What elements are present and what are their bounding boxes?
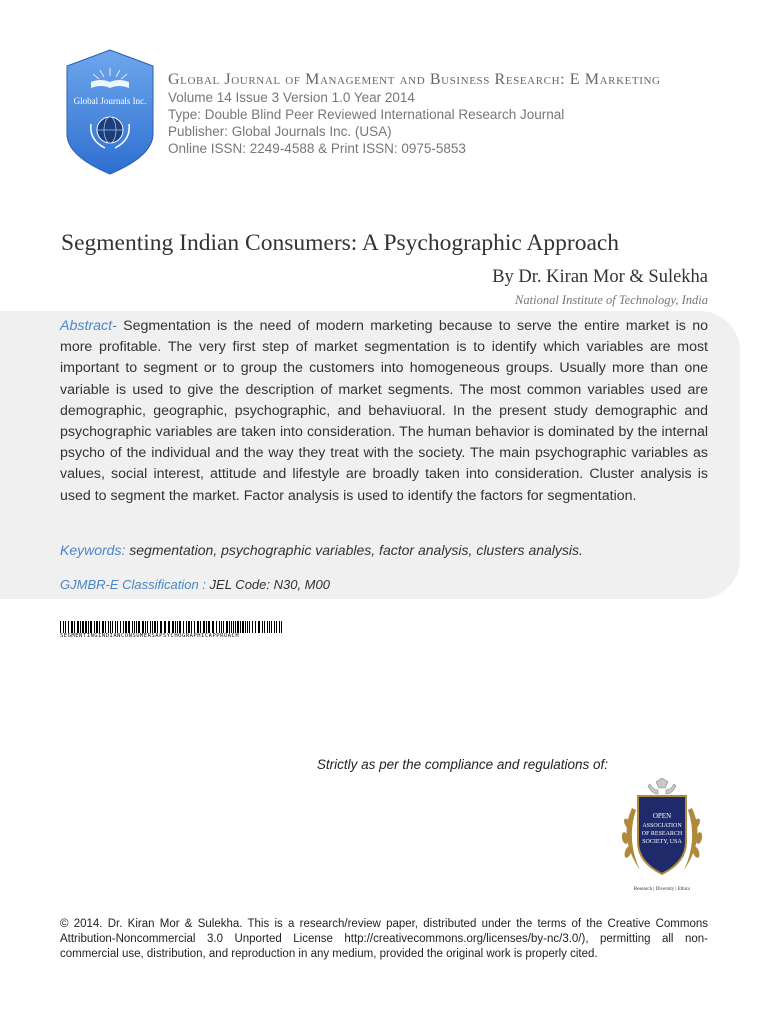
- barcode-bar: [279, 621, 280, 633]
- barcode-bar: [242, 621, 244, 633]
- barcode-bar: [264, 621, 265, 633]
- publisher-info: Publisher: Global Journals Inc. (USA): [168, 124, 392, 139]
- barcode-bar: [249, 621, 250, 633]
- keywords-label: Keywords:: [60, 542, 126, 558]
- barcode-bar: [99, 621, 100, 633]
- barcode-bar: [221, 621, 222, 633]
- barcode-bar: [154, 621, 156, 633]
- barcode-bar: [105, 621, 106, 633]
- paper-authors: By Dr. Kiran Mor & Sulekha: [492, 267, 708, 287]
- seal-line2: ASSOCIATION: [642, 823, 682, 829]
- barcode-bar: [223, 621, 224, 633]
- paper-title: Segmenting Indian Consumers: A Psychographic Approach: [61, 230, 620, 256]
- barcode-bar: [206, 621, 207, 633]
- barcode-bar: [216, 621, 217, 633]
- barcode-bar: [191, 621, 192, 633]
- barcode-bar: [175, 621, 176, 633]
- seal-line1: OPEN: [652, 812, 672, 820]
- barcode-bar: [85, 621, 87, 633]
- classification-text: JEL Code: N30, M00: [205, 577, 330, 592]
- barcode-bar: [138, 621, 140, 633]
- issn-info: Online ISSN: 2249-4588 & Print ISSN: 0975-5853: [168, 141, 466, 156]
- volume-info: Volume 14 Issue 3 Version 1.0 Year 2014: [168, 90, 415, 105]
- barcode-bar: [252, 621, 253, 633]
- barcode-bar: [110, 621, 111, 633]
- barcode-bar: [128, 621, 130, 633]
- barcode-bar: [150, 621, 151, 633]
- barcode-bar: [197, 621, 199, 633]
- barcode-bar: [271, 621, 272, 633]
- barcode-bar: [229, 621, 230, 633]
- barcode-bar: [96, 621, 98, 633]
- barcode-bar: [168, 621, 170, 633]
- barcode-bar: [157, 621, 158, 633]
- barcode-bar: [132, 621, 133, 633]
- barcode-bar: [123, 621, 124, 633]
- barcode-bar: [120, 621, 121, 633]
- seal-motto: Research | Diversity | Ethics: [633, 887, 691, 892]
- barcode-bar: [233, 621, 234, 633]
- barcode-bar: [281, 621, 282, 633]
- barcode-bar: [80, 621, 81, 633]
- logo-text: Global Journals Inc.: [73, 96, 147, 106]
- barcode-bar: [112, 621, 113, 633]
- barcode-bar: [179, 621, 181, 633]
- journal-type: Type: Double Blind Peer Reviewed International Research Journal: [168, 107, 565, 122]
- classification-label: GJMBR-E Classification :: [60, 577, 206, 592]
- barcode-bar: [183, 621, 184, 633]
- global-journals-shield-icon: [61, 48, 159, 176]
- barcode-bar: [102, 621, 104, 633]
- barcode-bar: [90, 621, 92, 633]
- barcode-bar: [186, 621, 187, 633]
- abstract: [60, 316, 708, 507]
- barcode-bar: [74, 621, 75, 633]
- barcode-bar: [65, 621, 66, 633]
- barcode-bar: [136, 621, 137, 633]
- barcode-bar: [276, 621, 277, 633]
- barcode-bar: [77, 621, 79, 633]
- barcode-bar: [152, 621, 153, 633]
- author-affiliation: National Institute of Technology, India: [515, 293, 708, 307]
- license-footer: © 2014. Dr. Kiran Mor & Sulekha. This is a research/review paper, distributed under the terms of the Creative Commons Attribution-Noncommercial 3.0 Unported License http://creativecommons.org/licenses/by-nc/3.0/), permitting all non-commercial use, distribution, and reproduction in any medium, provided the original work is properly cited.: [60, 918, 708, 960]
- barcode-bar: [237, 621, 239, 633]
- barcode-bar: [115, 621, 116, 633]
- barcode-bar: [274, 621, 275, 633]
- barcode-bar: [125, 621, 127, 633]
- barcode-bar: [200, 621, 201, 633]
- barcode-bar: [269, 621, 270, 633]
- keywords: [60, 542, 720, 558]
- barcode-bar: [160, 621, 162, 633]
- barcode-icon: [60, 621, 284, 633]
- barcode-bar: [219, 621, 220, 633]
- barcode-bar: [258, 621, 260, 633]
- barcode-bar: [82, 621, 84, 633]
- seal-line3: OF RESEARCH: [641, 831, 683, 837]
- barcode-bar: [262, 621, 263, 633]
- barcode-bar: [245, 621, 246, 633]
- barcode-bar: [226, 621, 228, 633]
- barcode-bar: [177, 621, 178, 633]
- journal-logo: [61, 48, 159, 176]
- barcode-bar: [188, 621, 190, 633]
- barcode-bar: [88, 621, 89, 633]
- barcode-bar: [134, 621, 135, 633]
- abstract-text: Segmentation is the need of modern marketing because to serve the entire market is no more profitable. The very first step of market segmentation is to identify which variables are most important to segment or to group the customers into homogeneous groups. Usually more than one variable is used to give the description of market segments. The most common variables used are demographic, geographic, psychographic, and behaviuoral. In the present study demographic and psychographic variables are taken into consideration. The human behavior is dominated by the internal psycho of the individual and the way they treat with the society. The main psychographic variables as values, social interest, attitude and lifestyle are broadly taken into consideration. Cluster analysis is used to segment the market. Factor analysis is used to identify the factors for segmentation.: [60, 318, 708, 504]
- open-association-seal: [612, 778, 712, 896]
- barcode-bar: [203, 621, 205, 633]
- barcode-bar: [94, 621, 95, 633]
- barcode-bar: [145, 621, 146, 633]
- barcode-bar: [235, 621, 236, 633]
- barcode-bar: [63, 621, 64, 633]
- abstract-label: Abstract-: [60, 318, 117, 334]
- barcode-bar: [68, 621, 69, 633]
- barcode-bar: [142, 621, 144, 633]
- seal-line4: SOCIETY, USA: [642, 839, 682, 845]
- journal-header: [168, 70, 738, 157]
- barcode-bar: [164, 621, 166, 633]
- compliance-note: Strictly as per the compliance and regulations of:: [316, 757, 608, 772]
- barcode-bar: [208, 621, 210, 633]
- barcode-bar: [71, 621, 73, 633]
- barcode-bar: [60, 621, 61, 633]
- barcode-bar: [231, 621, 232, 633]
- keywords-text: segmentation, psychographic variables, factor analysis, clusters analysis.: [125, 542, 583, 558]
- barcode-bar: [117, 621, 118, 633]
- barcode-bar: [255, 621, 256, 633]
- barcode-bar: [240, 621, 241, 633]
- barcode-bar: [108, 621, 109, 633]
- barcode-bar: [267, 621, 268, 633]
- journal-title: Global Journal of Management and Business Research: E Marketing: [168, 71, 661, 88]
- classification: [60, 577, 720, 592]
- association-crest-icon: [612, 778, 712, 896]
- barcode-bar: [172, 621, 174, 633]
- barcode-bar: [147, 621, 148, 633]
- barcode-bar: [194, 621, 195, 633]
- barcode-caption: SEGMENTINGINDIANCONSUMERSAPSYCHOGRAPHICAPPROACH: [60, 633, 240, 639]
- barcode-bar: [247, 621, 248, 633]
- barcode-bar: [212, 621, 214, 633]
